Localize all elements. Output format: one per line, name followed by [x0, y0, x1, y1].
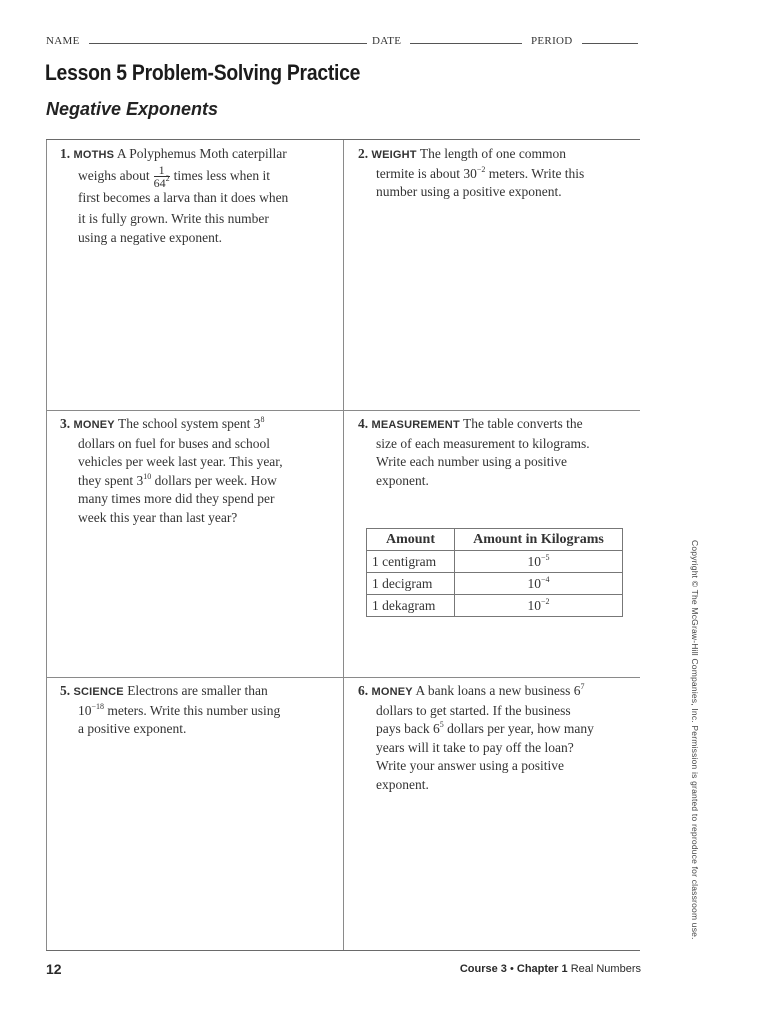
- fraction-denominator-base: 64: [153, 175, 166, 190]
- exponent: −4: [540, 574, 550, 584]
- lesson-subtitle: Negative Exponents: [46, 99, 219, 119]
- table-header-row: [367, 529, 623, 551]
- problem-2: [358, 145, 643, 202]
- exponent: −5: [540, 552, 550, 562]
- fraction-denominator: [153, 173, 170, 190]
- exponent: −2: [476, 164, 486, 174]
- period-label: PERIOD: [531, 35, 573, 47]
- fraction-denominator-exponent: 2: [165, 173, 170, 183]
- problem-text: using a negative exponent.: [78, 229, 222, 245]
- problem-text: exponent.: [376, 776, 429, 792]
- exponent: 7: [580, 682, 585, 691]
- amount-cell: 1 decigram: [367, 573, 455, 595]
- problem-number: 3.: [60, 416, 71, 431]
- problem-text: Write each number using a positive: [376, 454, 568, 469]
- problem-text: meters. Write this number using: [104, 702, 281, 718]
- name-label: NAME: [46, 35, 80, 47]
- problem-text: dollars to get started. If the business: [376, 702, 571, 718]
- problem-text: vehicles per week last year. This year,: [78, 454, 283, 469]
- problem-text: week this year than last year?: [78, 509, 238, 525]
- amount-cell: 1 dekagram: [367, 595, 455, 617]
- problem-text: dollars per year, how many: [443, 721, 594, 736]
- problem-topic: MEASUREMENT: [371, 419, 460, 431]
- problem-text: 10: [78, 702, 92, 718]
- problem-text: it is fully grown. Write this number: [78, 211, 269, 226]
- problem-text: dollars per week. How: [151, 472, 277, 488]
- period-field[interactable]: [531, 34, 638, 47]
- name-blank-line: [89, 34, 367, 44]
- problem-text: The school system spent 3: [117, 416, 261, 431]
- period-blank-line: [582, 34, 638, 44]
- power-base: 10: [527, 597, 541, 613]
- problem-number: 5.: [60, 683, 71, 698]
- problem-text: dollars on fuel for buses and school: [78, 435, 270, 451]
- kilograms-cell: [455, 551, 623, 573]
- problem-text: termite is about 30: [376, 165, 477, 181]
- course-footer: [460, 963, 641, 975]
- problem-number: 2.: [358, 146, 369, 161]
- problem-text: weighs about: [78, 167, 150, 183]
- problem-text: a positive exponent.: [78, 721, 187, 736]
- exponent: −18: [91, 701, 105, 711]
- problem-text: A Polyphemus Moth caterpillar: [116, 146, 287, 161]
- problem-6: [358, 682, 643, 794]
- problem-text: The length of one common: [419, 146, 567, 161]
- grid-row-divider-1: [46, 410, 640, 411]
- grid-left-border: [46, 140, 47, 950]
- footer-bullet: •: [509, 963, 514, 975]
- problem-number: 6.: [358, 683, 369, 698]
- fraction: [153, 162, 170, 190]
- exponent: 8: [260, 415, 265, 424]
- kilograms-cell: [455, 573, 623, 595]
- problem-text: first becomes a larva than it does when: [78, 189, 289, 205]
- copyright-text: Copyright © The McGraw-Hill Companies, Inc. Permission is granted to reproduce for classroom use.: [690, 540, 700, 940]
- problem-text: Write your answer using a positive: [376, 758, 565, 773]
- power-base: 10: [527, 553, 541, 569]
- column-header-kilograms: Amount in Kilograms: [455, 529, 623, 551]
- exponent: 10: [143, 471, 152, 481]
- chapter-title: Real Numbers: [570, 963, 641, 975]
- table-row: [367, 595, 623, 617]
- problem-topic: SCIENCE: [73, 686, 124, 698]
- problem-number: 1.: [60, 146, 71, 161]
- chapter-label: Chapter 1: [516, 963, 568, 975]
- date-field[interactable]: [372, 34, 522, 47]
- power-base: 10: [527, 575, 541, 591]
- problem-text: Electrons are smaller than: [127, 683, 268, 698]
- problem-text: The table converts the: [463, 416, 583, 431]
- problem-text: pays back 6: [376, 721, 440, 736]
- date-blank-line: [410, 34, 522, 44]
- course-label: Course 3: [459, 963, 507, 975]
- problem-text: number using a positive exponent.: [376, 184, 562, 199]
- page-number: 12: [46, 961, 62, 977]
- problem-number: 4.: [358, 416, 369, 431]
- problem-text: meters. Write this: [485, 165, 585, 181]
- problem-topic: MOTHS: [73, 149, 115, 161]
- column-header-amount: Amount: [367, 529, 455, 551]
- problem-text: exponent.: [376, 472, 429, 488]
- fraction-numerator: 1: [158, 162, 165, 177]
- name-field[interactable]: [46, 34, 367, 47]
- problem-topic: WEIGHT: [371, 149, 417, 161]
- problem-1: [60, 145, 345, 247]
- copyright-notice: [690, 540, 702, 940]
- problem-3: [60, 415, 345, 527]
- problem-text: many times more did they spend per: [78, 491, 275, 506]
- problem-text: times less when it: [173, 167, 270, 183]
- problem-topic: MONEY: [73, 419, 115, 431]
- problem-5: [60, 682, 345, 739]
- problem-grid: [46, 139, 640, 951]
- date-label: DATE: [372, 35, 402, 47]
- kilograms-cell: [455, 595, 623, 617]
- problem-text: years will it take to pay off the loan?: [376, 739, 574, 755]
- exponent: 5: [439, 720, 444, 729]
- problem-text: A bank loans a new business 6: [415, 683, 581, 698]
- grid-center-divider: [343, 140, 344, 950]
- problem-text: they spent 3: [78, 472, 144, 488]
- exponent: −2: [540, 596, 550, 606]
- problem-text: size of each measurement to kilograms.: [376, 435, 590, 451]
- problem-topic: MONEY: [371, 686, 413, 698]
- table-row: [367, 573, 623, 595]
- conversion-table: [366, 528, 623, 617]
- lesson-title: Lesson 5 Problem-Solving Practice: [45, 60, 361, 85]
- table-row: [367, 551, 623, 573]
- grid-row-divider-2: [46, 677, 640, 678]
- problem-4: [358, 415, 643, 490]
- amount-cell: 1 centigram: [367, 551, 455, 573]
